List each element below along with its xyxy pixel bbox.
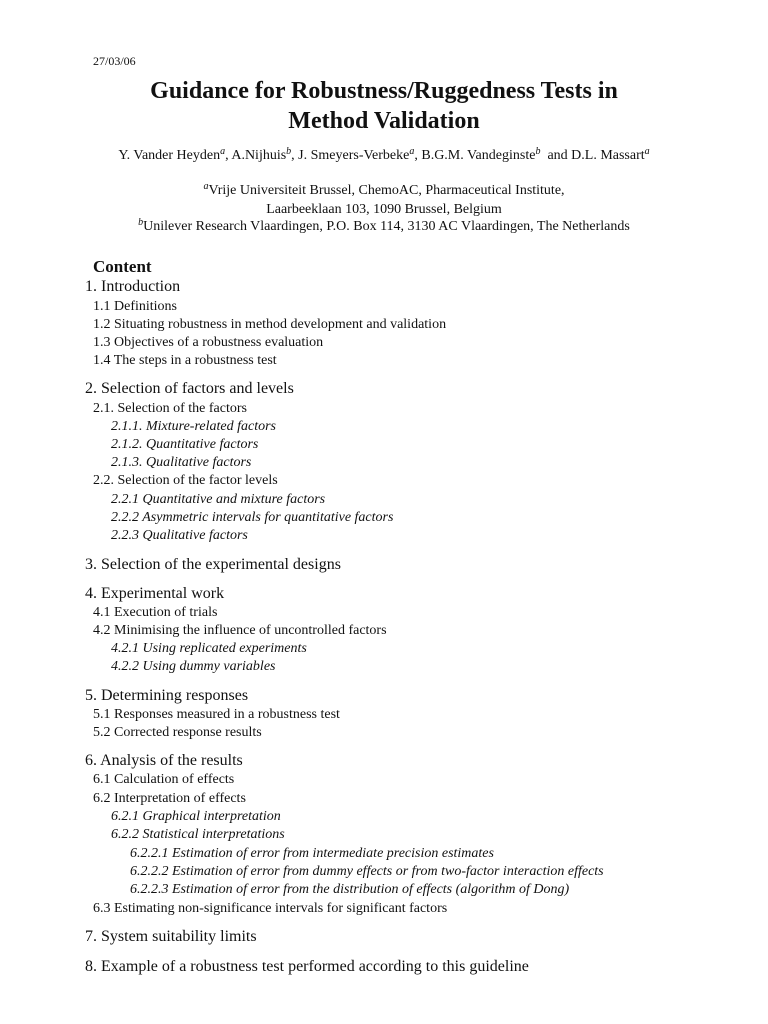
toc-subsubsection: 2.2.2 Asymmetric intervals for quantitative factors	[111, 510, 394, 525]
author-affiliation-mark: a	[644, 146, 650, 157]
author-name: Y. Vander Heyden	[118, 148, 221, 163]
toc-subsection: 4.1 Execution of trials	[93, 605, 218, 620]
document-title-line-1: Guidance for Robustness/Ruggedness Tests in	[150, 78, 618, 104]
author-separator: ,	[414, 148, 422, 163]
author-name: J. Smeyers-Verbeke	[298, 148, 410, 163]
toc-subsection: 6.3 Estimating non-significance intervals for significant factors	[93, 901, 448, 916]
author-name: B.G.M. Vandeginste	[421, 148, 536, 163]
author-separator: ,	[291, 148, 299, 163]
affiliation-mark: a	[203, 181, 209, 192]
toc-subsubsection: 4.2.1 Using replicated experiments	[111, 641, 307, 656]
affiliation-a-line-1	[0, 183, 768, 199]
affiliation-a-line-2: Laarbeeklaan 103, 1090 Brussel, Belgium	[266, 202, 502, 217]
toc-subsection: 6.2 Interpretation of effects	[93, 791, 246, 806]
toc-subsubsection: 2.2.3 Qualitative factors	[111, 528, 248, 543]
toc-subsection: 5.2 Corrected response results	[93, 725, 262, 740]
document-title-line-2: Method Validation	[288, 108, 480, 134]
author-affiliation-mark: b	[286, 146, 292, 157]
toc-subsubsection: 6.2.1 Graphical interpretation	[111, 809, 281, 824]
toc-section: 8. Example of a robustness test performed according to this guideline	[85, 958, 529, 975]
content-heading: Content	[93, 257, 152, 276]
toc-subsubsection: 2.1.3. Qualitative factors	[111, 455, 252, 470]
affiliation-text: Unilever Research Vlaardingen, P.O. Box 114, 3130 AC Vlaardingen, The Netherlands	[143, 219, 630, 234]
author-separator: and	[540, 148, 572, 163]
toc-subsubsection: 6.2.2 Statistical interpretations	[111, 827, 285, 842]
author-list	[0, 148, 768, 164]
author-affiliation-mark: a	[409, 146, 415, 157]
toc-subsubsection: 2.2.1 Quantitative and mixture factors	[111, 492, 326, 507]
toc-section: 2. Selection of factors and levels	[85, 380, 294, 397]
toc-section: 4. Experimental work	[85, 585, 225, 602]
toc-section: 6. Analysis of the results	[85, 752, 243, 769]
toc-subsubsubsection: 6.2.2.2 Estimation of error from dummy effects or from two-factor interaction effects	[130, 864, 604, 879]
toc-section: 7. System suitability limits	[85, 928, 257, 945]
affiliation-mark: b	[138, 217, 144, 228]
toc-subsubsubsection: 6.2.2.1 Estimation of error from intermediate precision estimates	[130, 846, 494, 861]
toc-section: 5. Determining responses	[85, 687, 249, 704]
affiliation-b	[0, 219, 768, 235]
toc-subsubsection: 2.1.1. Mixture-related factors	[111, 419, 276, 434]
toc-subsection: 1.4 The steps in a robustness test	[93, 353, 277, 368]
toc-subsubsection: 4.2.2 Using dummy variables	[111, 659, 276, 674]
toc-section: 3. Selection of the experimental designs	[85, 556, 341, 573]
toc-subsection: 6.1 Calculation of effects	[93, 772, 235, 787]
toc-subsection: 4.2 Minimising the influence of uncontrolled factors	[93, 623, 387, 638]
author-affiliation-mark: a	[220, 146, 226, 157]
toc-subsubsection: 2.1.2. Quantitative factors	[111, 437, 259, 452]
toc-subsection: 1.3 Objectives of a robustness evaluation	[93, 335, 324, 350]
author-separator: ,	[225, 148, 232, 163]
author-affiliation-mark: b	[535, 146, 541, 157]
toc-subsection: 2.2. Selection of the factor levels	[93, 473, 278, 488]
toc-subsubsubsection: 6.2.2.3 Estimation of error from the distribution of effects (algorithm of Dong)	[130, 882, 570, 897]
toc-section: 1. Introduction	[85, 278, 181, 295]
affiliation-text: Vrije Universiteit Brussel, ChemoAC, Pharmaceutical Institute,	[208, 183, 565, 198]
toc-subsection: 1.2 Situating robustness in method development and validation	[93, 317, 447, 332]
toc-subsection: 2.1. Selection of the factors	[93, 401, 247, 416]
author-name: A.Nijhuis	[231, 148, 287, 163]
document-date: 27/03/06	[93, 54, 136, 68]
toc-subsection: 1.1 Definitions	[93, 299, 177, 314]
author-name: D.L. Massart	[571, 148, 645, 163]
toc-subsection: 5.1 Responses measured in a robustness test	[93, 707, 340, 722]
